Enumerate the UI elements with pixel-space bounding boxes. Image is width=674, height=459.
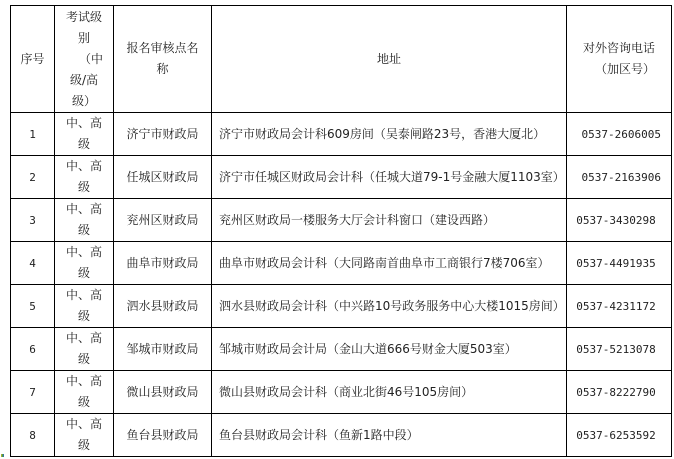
row-phone: 0537-4491935 (567, 242, 672, 285)
header-no: 序号 (11, 6, 55, 113)
row-phone: 0537-6253592 (567, 414, 672, 457)
row-level: 中、高 级 (55, 199, 114, 242)
row-no: 1 (11, 113, 55, 156)
table-row (11, 328, 672, 371)
header-address: 地址 (212, 6, 567, 113)
row-phone: 0537-4231172 (567, 285, 672, 328)
table-row (11, 371, 672, 414)
row-level: 中、高 级 (55, 285, 114, 328)
row-level: 中、高 级 (55, 371, 114, 414)
header-phone: 对外咨询电话 （加区号） (567, 6, 672, 113)
table-row (11, 242, 672, 285)
table-row (11, 414, 672, 457)
row-site-name: 微山县财政局 (114, 371, 212, 414)
row-address: 微山县财政局会计科（商业北街46号105房间） (212, 371, 567, 414)
row-level: 中、高 级 (55, 414, 114, 457)
table-row (11, 156, 672, 199)
row-site-name: 兖州区财政局 (114, 199, 212, 242)
row-no: 8 (11, 414, 55, 457)
row-phone: 0537-8222790 (567, 371, 672, 414)
row-site-name: 鱼台县财政局 (114, 414, 212, 457)
row-address: 邹城市财政局会计局（金山大道666号财金大厦503室） (212, 328, 567, 371)
table-row (11, 113, 672, 156)
row-no: 3 (11, 199, 55, 242)
row-phone: 0537-5213078 (567, 328, 672, 371)
table-row (11, 199, 672, 242)
row-address: 济宁市财政局会计科609房间（吴泰闸路23号，香港大厦北） (212, 113, 567, 156)
row-no: 5 (11, 285, 55, 328)
row-level: 中、高 级 (55, 328, 114, 371)
row-site-name: 邹城市财政局 (114, 328, 212, 371)
table-header-row (11, 6, 672, 113)
row-no: 4 (11, 242, 55, 285)
header-level: 考试级 别 （中 级/高 级） (55, 6, 114, 113)
row-address: 鱼台县财政局会计科（鱼新1路中段） (212, 414, 567, 457)
row-no: 7 (11, 371, 55, 414)
exam-sites-table (10, 5, 672, 457)
row-level: 中、高 级 (55, 156, 114, 199)
corner-artifact (1, 454, 4, 457)
row-phone: 0537-2606005 (567, 113, 672, 156)
row-address: 曲阜市财政局会计科（大同路南首曲阜市工商银行7楼706室） (212, 242, 567, 285)
row-phone: 0537-2163906 (567, 156, 672, 199)
row-site-name: 济宁市财政局 (114, 113, 212, 156)
row-site-name: 泗水县财政局 (114, 285, 212, 328)
row-address: 济宁市任城区财政局会计科（任城大道79-1号金融大厦1103室） (212, 156, 567, 199)
row-address: 泗水县财政局会计科（中兴路10号政务服务中心大楼1015房间） (212, 285, 567, 328)
row-no: 6 (11, 328, 55, 371)
row-phone: 0537-3430298 (567, 199, 672, 242)
table-row (11, 285, 672, 328)
header-site-name: 报名审核点名 称 (114, 6, 212, 113)
row-level: 中、高 级 (55, 242, 114, 285)
row-site-name: 曲阜市财政局 (114, 242, 212, 285)
row-level: 中、高 级 (55, 113, 114, 156)
row-address: 兖州区财政局一楼服务大厅会计科窗口（建设西路） (212, 199, 567, 242)
row-site-name: 任城区财政局 (114, 156, 212, 199)
row-no: 2 (11, 156, 55, 199)
